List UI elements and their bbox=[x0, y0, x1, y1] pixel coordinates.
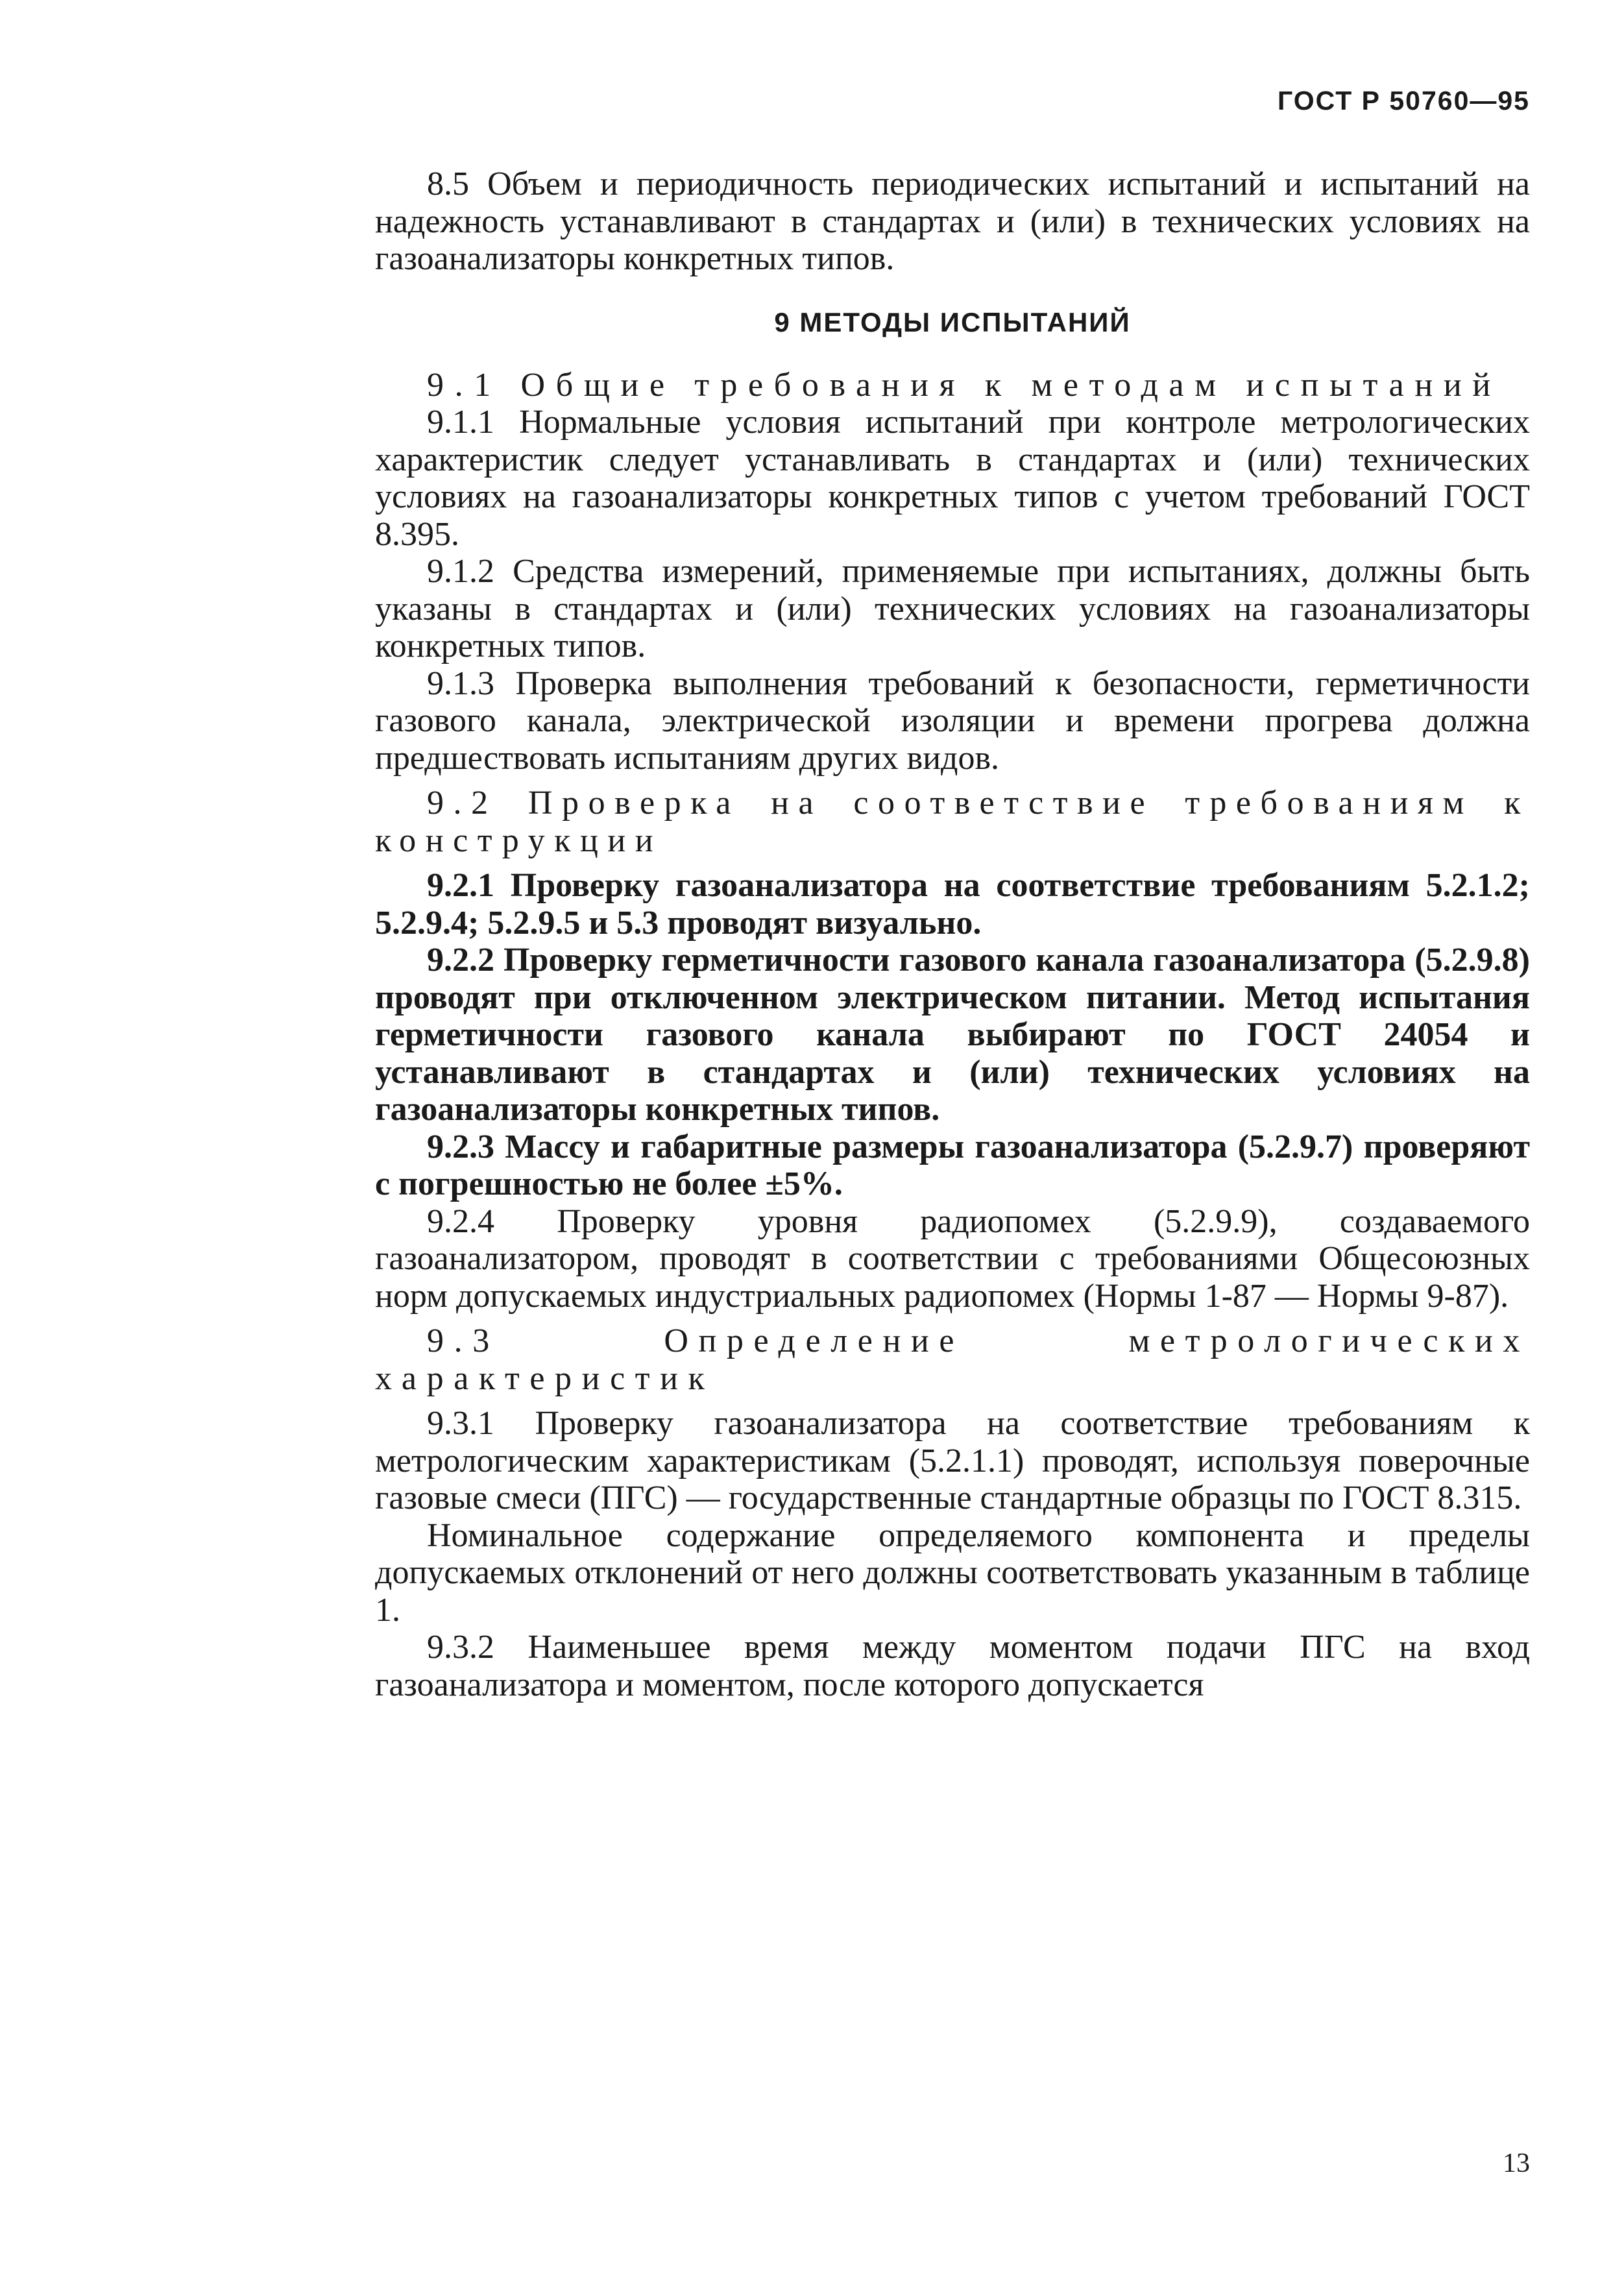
subsection-heading-9-2: 9.2 Проверка на соответствие требованиям к конструкции bbox=[375, 784, 1530, 859]
section-heading: 9 МЕТОДЫ ИСПЫТАНИЙ bbox=[774, 306, 1131, 337]
document-body bbox=[375, 165, 1530, 1703]
paragraph-8-5: 8.5 Объем и периодичность периодических испытаний и испытаний на надежность устанавливают в стандартах и (или) в технических условиях на газоанализаторы конкретных типов. bbox=[375, 165, 1530, 277]
paragraph-9-2-2: 9.2.2 Проверку герметичности газового канала газоанализатора (5.2.9.8) проводят при отключенном электрическом питании. Метод испытания герметичности газового канала выбирают по ГОСТ 24054 и устанавливают в стандартах и (или) технических условиях на газоанализаторы конкретных типов. bbox=[375, 942, 1530, 1128]
paragraph-9-2-3: 9.2.3 Массу и габаритные размеры газоанализатора (5.2.9.7) проверяют с погрешностью не более ±5%. bbox=[375, 1128, 1530, 1202]
paragraph-9-1-1: 9.1.1 Нормальные условия испытаний при контроле метрологических характеристик следует устанавливать в стандартах и (или) технических условиях на газоанализаторы конкретных типов с учетом требований ГОСТ 8.395. bbox=[375, 404, 1530, 553]
subsection-heading-9-1: 9.1 Общие требования к методам испытаний bbox=[427, 366, 1501, 404]
paragraph-9-3-1: 9.3.1 Проверку газоанализатора на соответствие требованиям к метрологическим характеристикам (5.2.1.1) проводят, используя поверочные газовые смеси (ПГС) — государственные стандартные образцы по ГОСТ 8.315. bbox=[375, 1405, 1530, 1516]
paragraph-9-3-1-continued: Номинальное содержание определяемого компонента и пределы допускаемых отклонений от него должны соответствовать указанным в таблице 1. bbox=[375, 1516, 1530, 1629]
paragraph-9-1-2: 9.1.2 Средства измерений, применяемые при испытаниях, должны быть указаны в стандартах и (или) технических условиях на газоанализаторы конкретных типов. bbox=[375, 553, 1530, 664]
page-number: 13 bbox=[1503, 2148, 1530, 2178]
standard-header: ГОСТ Р 50760—95 bbox=[1278, 86, 1530, 116]
paragraph-9-3-2: 9.3.2 Наименьшее время между моментом подачи ПГС на вход газоанализатора и моментом, после которого допускается bbox=[375, 1629, 1530, 1703]
subsection-heading-9-3: 9.3 Определение метрологических характеристик bbox=[375, 1322, 1530, 1397]
paragraph-9-2-4: 9.2.4 Проверку уровня радиопомех (5.2.9.9), создаваемого газоанализатором, проводят в соответствии с требованиями Общесоюзных норм допускаемых индустриальных радиопомех (Нормы 1-87 — Нормы 9-87). bbox=[375, 1202, 1530, 1315]
paragraph-9-1-3: 9.1.3 Проверка выполнения требований к безопасности, герметичности газового канала, электрической изоляции и времени прогрева должна предшествовать испытаниям других видов. bbox=[375, 664, 1530, 777]
document-page bbox=[375, 78, 1530, 2239]
paragraph-9-2-1: 9.2.1 Проверку газоанализатора на соответствие требованиям 5.2.1.2; 5.2.9.4; 5.2.9.5 и 5.3 проводят визуально. bbox=[375, 867, 1530, 942]
